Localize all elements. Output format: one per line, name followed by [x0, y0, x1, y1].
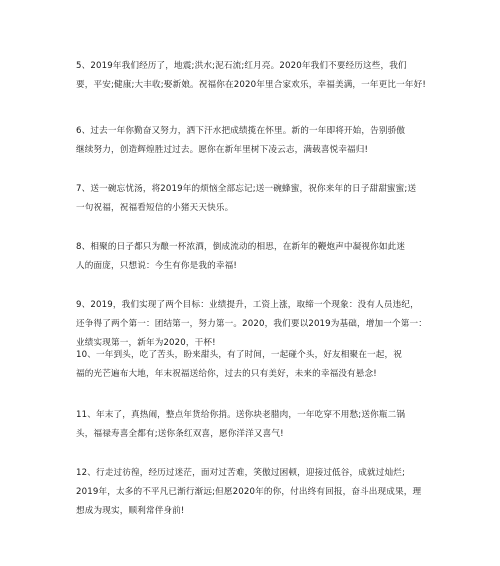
paragraph-12	[76, 464, 448, 521]
paragraph-line: 12、行走过彷徨，经历过迷茫，面对过苦难，笑傲过困顿，迎接过低谷，成就过灿烂;	[76, 468, 406, 478]
paragraph-line: 11、年末了，真热闹，整点年货给你捎。送你块老腊肉，一年吃穿不用愁;送你瓶二锅	[76, 410, 406, 420]
paragraph-7	[76, 180, 448, 218]
paragraph-line: 还争得了两个第一：团结第一，努力第一。2020，我们要以2019为基础，增加一个第一：	[76, 319, 427, 329]
paragraph-line: 想成为现实，顺利常伴身前!	[76, 506, 185, 516]
paragraph-line: 人的面庞，只想说：今生有你是我的幸福!	[76, 261, 237, 271]
paragraph-line: 头，福禄寿喜全都有;送你条红双喜，愿你洋洋又喜气!	[76, 429, 284, 439]
paragraph-11	[76, 406, 448, 444]
paragraph-line: 一句祝福，祝福看短信的小猪天天快乐。	[76, 203, 234, 213]
paragraph-line: 要，平安;健康;大丰收;娶新娘。祝福你在2020年里合家欢乐，幸福美满，一年更比一年好!	[76, 80, 426, 90]
paragraph-line: 福的光芒遍布大地，年末祝福送给你，过去的只有美好，未来的幸福没有悬念!	[76, 369, 377, 379]
paragraph-line: 7、送一碗忘忧汤，将2019年的烦恼全部忘记;送一碗蜂蜜，祝你来年的日子甜甜蜜蜜;送	[76, 184, 417, 194]
paragraph-6	[76, 122, 448, 160]
paragraph-9	[76, 296, 448, 353]
paragraph-8	[76, 238, 448, 276]
paragraph-line: 8、相聚的日子都只为酿一杯浓酒，倒成流动的相思，在新年的鞭炮声中凝视你如此迷	[76, 242, 406, 252]
paragraph-line: 业绩实现第一，新年为2020，干杯!	[76, 338, 216, 348]
paragraph-10	[76, 346, 448, 384]
paragraph-line: 10、一年到头，吃了苦头，盼来甜头，有了时间，一起碰个头，好友相聚在一起，祝	[76, 350, 403, 360]
paragraph-line: 5、2019年我们经历了，地震;洪水;泥石流;红月亮。2020年我们不要经历这些，我们	[76, 61, 407, 71]
paragraph-line: 6、过去一年你勤奋又努力，洒下汗水把成绩揽在怀里。新的一年即将开始，告别骄傲	[76, 126, 406, 136]
paragraph-5	[76, 57, 448, 95]
paragraph-line: 2019年，太多的不平凡已渐行渐远;但愿2020年的你，付出终有回报，奋斗出现成果，理	[76, 487, 422, 497]
paragraph-line: 继续努力，创造辉煌胜过过去。愿你在新年里树下凌云志，满载喜悦幸福归!	[76, 145, 369, 155]
paragraph-line: 9、2019，我们实现了两个目标：业绩提升，工资上涨，取缔一个现象：没有人员违纪，	[76, 300, 419, 310]
